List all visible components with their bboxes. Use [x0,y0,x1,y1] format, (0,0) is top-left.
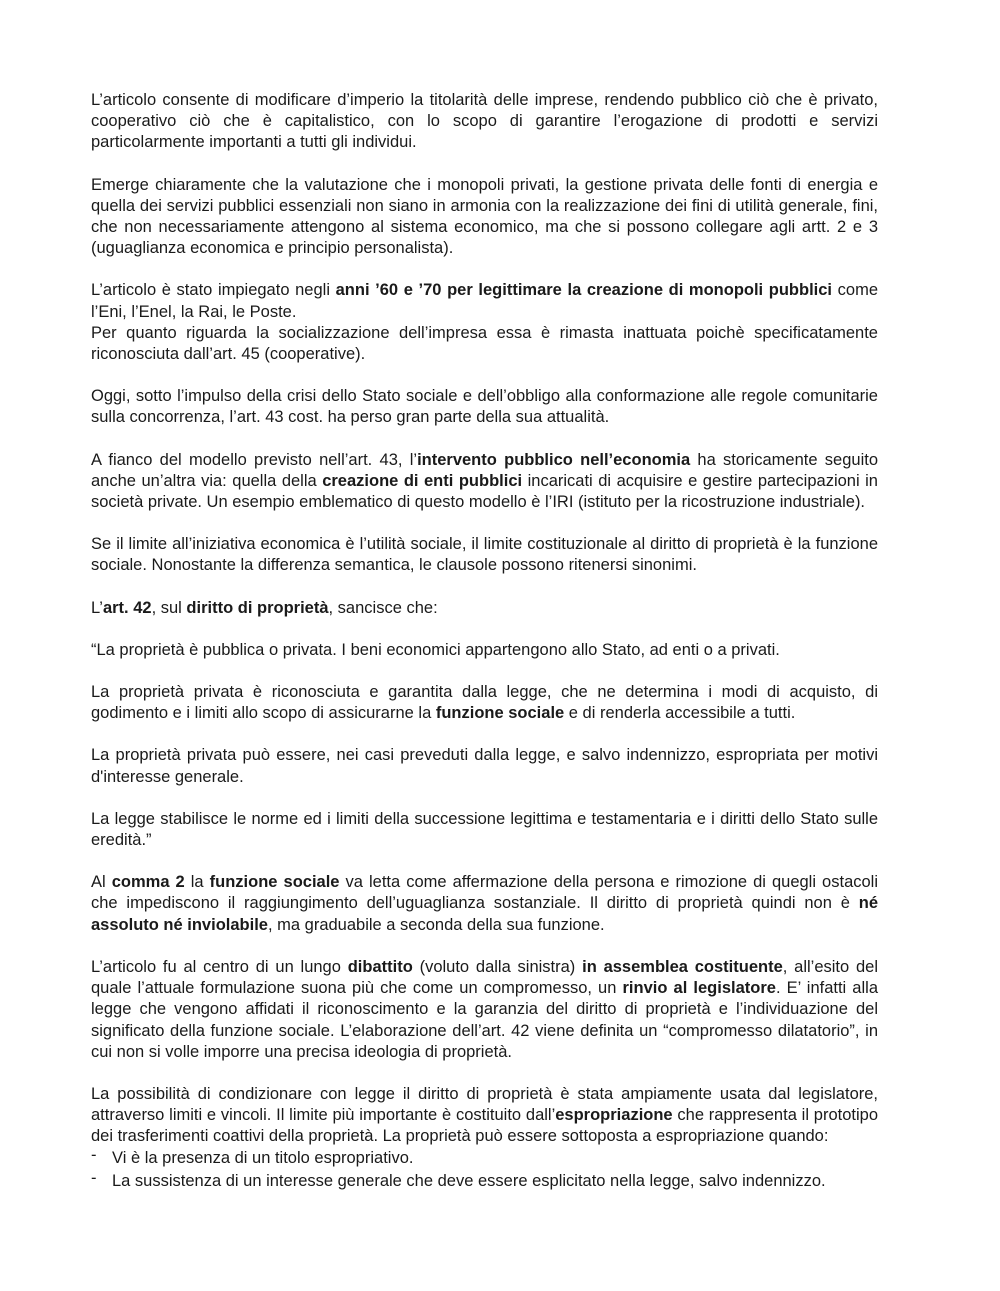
expropriation-conditions-list [91,1145,878,1192]
bold-text: espropriazione [555,1106,673,1125]
paragraph-p4 [91,323,878,365]
paragraph-p9 [91,640,878,661]
bold-text: dibattito [347,957,413,976]
bold-text: creazione di enti pubblici [322,471,523,490]
text-run: , all’esito del quale l’attuale formulazione suona più che come un compromesso, un [91,957,878,998]
text-run: La legge stabilisce le norme ed i limiti della successione legittima e testamentaria e i diritti dello Stato sulle eredità.” [91,809,878,850]
document-page [91,90,878,1194]
bold-text: art. 42 [102,598,152,617]
paragraph-p7 [91,534,878,576]
bold-text: funzione sociale [435,704,565,723]
paragraph-p5 [91,386,878,428]
text-run: L’articolo fu al centro di un lungo [91,957,348,976]
text-run: va letta come affermazione della persona e rimozione di quegli ostacoli che impediscono il raggiungimento dell’uguaglianza sostanziale. Il diritto di proprietà quindi non è [91,873,879,913]
list-item-text: La sussistenza di un interesse generale che deve essere esplicitato nella legge, salvo indennizzo. [112,1171,826,1190]
text-run: , ma graduabile a seconda della sua funzione. [267,915,605,934]
list-item [91,1145,878,1169]
paragraph-p2 [91,175,878,260]
text-run: Se il limite all’iniziativa economica è l’utilità sociale, il limite costituzionale al diritto di proprietà è la funzione sociale. Nonostante la differenza semantica, le clausole possono ritenersi sinonimi. [91,535,878,575]
bold-text: rinvio al legislatore [622,979,776,998]
bold-text: anni ’60 e ’70 per legittimare la creazione di monopoli pubblici [335,281,833,300]
paragraph-p3 [91,280,878,322]
text-run: Oggi, sotto l’impulso della crisi dello Stato sociale e dell’obbligo alla conformazione alle regole comunitarie sulla concorrenza, l’art. 43 cost. ha perso gran parte della sua attualità. [91,387,878,427]
bold-text: intervento pubblico nell’economia [417,450,691,469]
text-run: che rappresenta il prototipo dei trasferimenti coattivi della proprietà. La proprietà può essere sottoposta a espropriazione quando: [91,1106,878,1146]
paragraph-p8 [91,598,878,619]
text-run: Al [91,873,112,892]
paragraph-p10 [91,682,878,724]
text-run: incaricati di acquisire e gestire partecipazioni in società private. Un esempio emblematico di questo modello è l’IRI (istituto per la ricostruzione industriale). [91,471,878,512]
text-run: (voluto dalla sinistra) [412,957,583,976]
paragraph-p13 [91,872,878,936]
bold-text: funzione sociale [209,873,340,892]
paragraph-p1 [91,90,878,154]
text-run: L’articolo è stato impiegato negli [91,281,336,300]
text-run: ha storicamente seguito anche un’altra via: quella della [91,450,878,490]
text-run: , sul [151,598,187,617]
text-run: la [184,873,210,892]
paragraph-p6 [91,450,878,514]
text-run: L’ [91,598,103,617]
bold-text: né assoluto né inviolabile [91,894,878,934]
text-run: L’articolo consente di modificare d’imperio la titolarità delle imprese, rendendo pubblico ciò che è privato, cooperativo ciò che è capitalistico, con lo scopo di garantire l’erogazione di prodotti e servizi particolarmente importanti a tutti gli individui. [91,91,878,152]
text-run: , sancisce che: [328,598,438,617]
bullet-dash-icon: - [91,1145,97,1164]
text-run: “La proprietà è pubblica o privata. I beni economici appartengono allo Stato, ad enti o a privati. [91,640,780,659]
text-run: La proprietà privata è riconosciuta e garantita dalla legge, che ne determina i modi di acquisto, di godimento e i limiti allo scopo di assicurarne la [91,683,878,723]
document-body [91,90,878,1148]
text-run: A fianco del modello previsto nell’art. 43, l’ [91,450,418,469]
text-run: La proprietà privata può essere, nei casi preveduti dalla legge, e salvo indennizzo, espropriata per motivi d'interesse generale. [91,746,878,786]
bold-text: in assemblea costituente [582,957,783,976]
list-item [91,1168,878,1192]
text-run: come l’Eni, l’Enel, la Rai, le Poste. [91,281,879,321]
paragraph-p14 [91,957,878,1063]
paragraph-p15 [91,1084,878,1148]
text-run: Per quanto riguarda la socializzazione dell’impresa essa è rimasta inattuata poichè specificatamente riconosciuta dall’art. 45 (cooperative). [91,323,878,364]
text-run: . E’ infatti alla legge che vengono affidati il riconoscimento e la garanzia del diritto di proprietà e l’individuazione del significato della funzione sociale. L’elaborazione dell’art. 42 viene definita un “compromesso dilatatorio”, in cui non si volle imporre una precisa ideologia di proprietà. [91,979,878,1061]
text-run: Emerge chiaramente che la valutazione che i monopoli privati, la gestione privata delle fonti di energia e quella dei servizi pubblici essenziali non siano in armonia con la realizzazione dei fini di utilità generale, fini, che non necessariamente attengono al sistema economico, ma che si possono collegare agli artt. 2 e 3 (uguaglianza economica e principio personalista). [91,175,878,258]
bullet-dash-icon: - [91,1168,97,1187]
bold-text: diritto di proprietà [186,598,329,617]
bold-text: comma 2 [111,873,185,892]
text-run: La possibilità di condizionare con legge il diritto di proprietà è stata ampiamente usata dal legislatore, attraverso limiti e vincoli. Il limite più importante è costituito dall’ [91,1084,878,1125]
text-run: e di renderla accessibile a tutti. [564,704,796,723]
paragraph-p11 [91,745,878,787]
paragraph-p12 [91,809,878,851]
list-item-text: Vi è la presenza di un titolo espropriativo. [112,1148,414,1167]
